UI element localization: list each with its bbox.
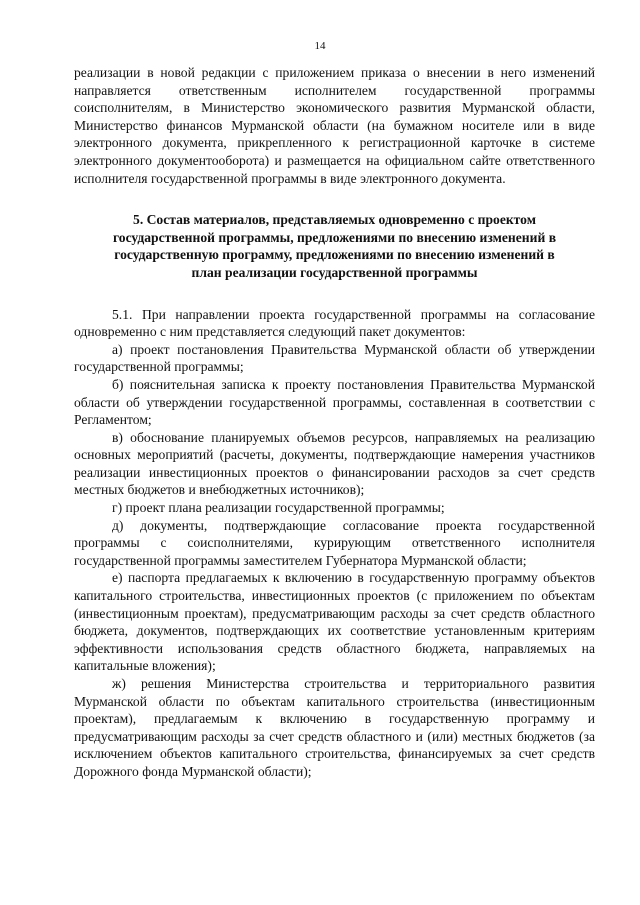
- list-item-b: б) пояснительная записка к проекту постановления Правительства Мурманской области об утверждении государственной программы, составленная в соответствии с Регламентом;: [74, 376, 595, 428]
- section-heading: [74, 211, 595, 281]
- section-heading-line: государственную программу, предложениями по внесению изменений в: [114, 247, 555, 263]
- list-item-e: е) паспорта предлагаемых к включению в государственную программу объектов капитального строительства, инвестиционных проектов (с приложением по объектам (инвестиционным проектам), предусматривающим расходы за счет средств областного бюджета, документов, подтверждающих их соответствие установленным критериям эффективности использования средств областного бюджета, направляемых на капитальные вложения);: [74, 570, 595, 674]
- list-item-a: а) проект постановления Правительства Мурманской области об утверждении государственной программы;: [74, 341, 595, 375]
- section-heading-line: план реализации государственной программы: [191, 264, 478, 280]
- list-item-g: г) проект плана реализации государственной программы;: [112, 500, 445, 516]
- intro-paragraph: реализации в новой редакции с приложением приказа о внесении в него изменений направляется ответственным исполнителем государственной программы соисполнителям, в Министерство экономического развития Мурманской области, Министерство финансов Мурманской области (на бумажном носителе или в виде электронного документа, прикрепленного к регистрационной карточке в системе электронного документооборота) и размещается на официальном сайте ответственного исполнителя государственной программы в виде электронного документа.: [74, 65, 595, 186]
- list-item-zh: ж) решения Министерства строительства и территориального развития Мурманской области по объектам капитального строительства (инвестиционным проектам), предлагаемым к включению в государственную программу и предусматривающим расходы за счет средств областного и (или) местных бюджетов (за исключением объектов капитального строительства, финансируемых за счет средств Дорожного фонда Мурманской области);: [74, 676, 595, 779]
- section-heading-line: 5. Состав материалов, представляемых одновременно с проектом: [133, 212, 536, 228]
- page-content: [74, 64, 595, 781]
- clause-5-1: 5.1. При направлении проекта государственной программы на согласование одновременно с ним представляется следующий пакет документов:: [74, 306, 595, 340]
- page-number: 14: [314, 40, 326, 52]
- section-heading-line: государственной программы, предложениями по внесению изменений в: [112, 229, 557, 245]
- list-item-v: в) обоснование планируемых объемов ресурсов, направляемых на реализацию основных мероприятий (расчеты, документы, подтверждающие намерения участников реализации инвестиционных проектов о финансировании расходов за счет средств местных бюджетов и внебюджетных источников);: [74, 429, 595, 498]
- list-item-d: д) документы, подтверждающие согласование проекта государственной программы с соисполнителями, курирующим ответственного исполнителя государственной программы заместителем Губернатора Мурманской области;: [74, 517, 595, 568]
